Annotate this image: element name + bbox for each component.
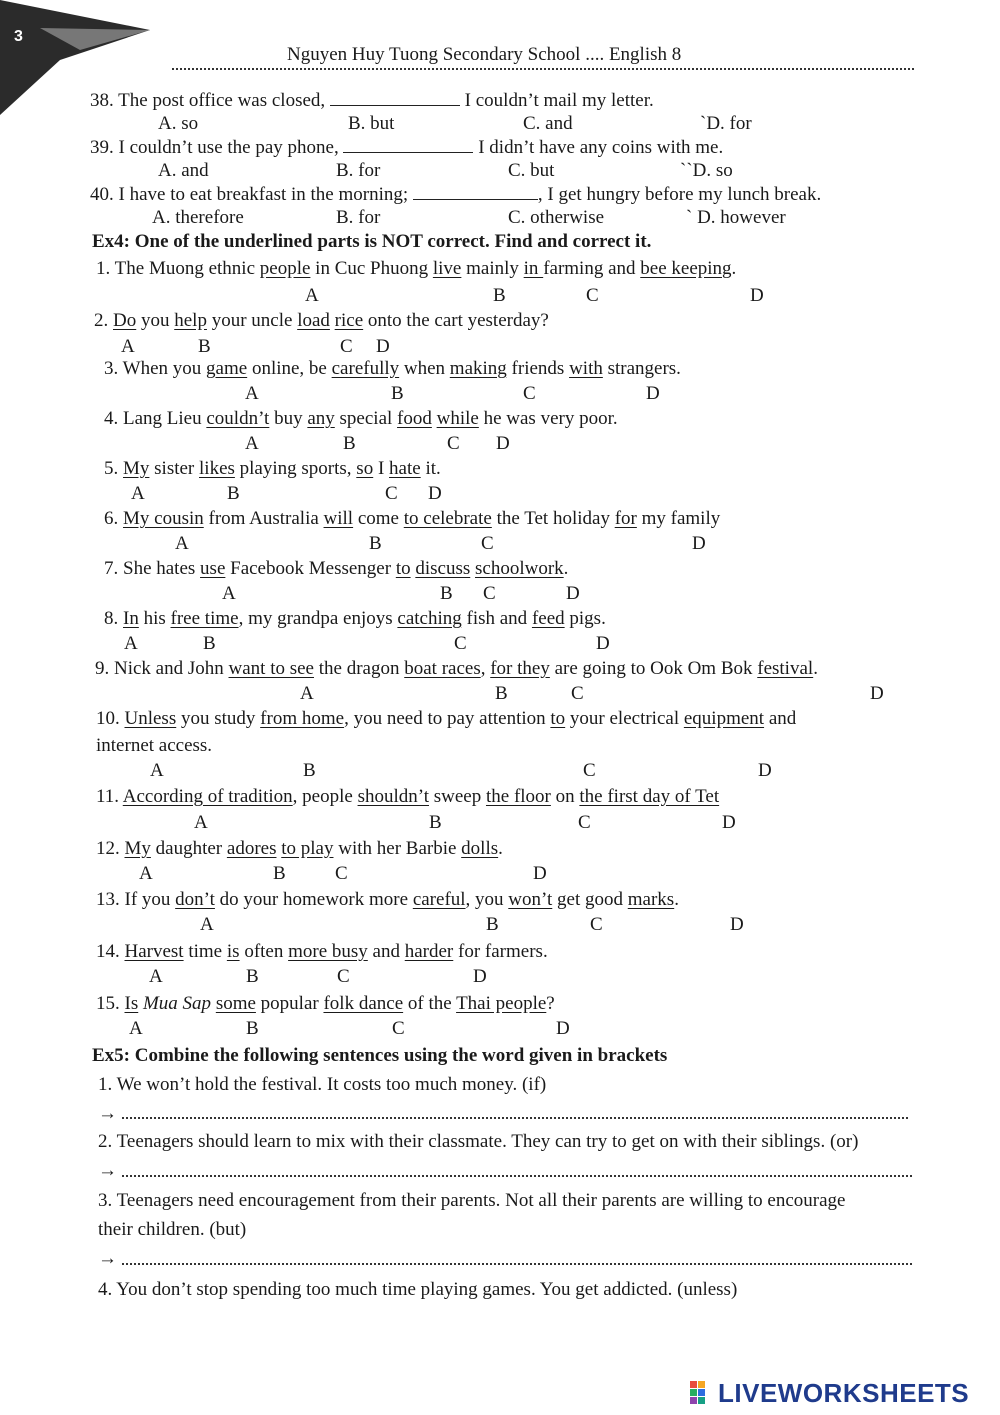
sentence-text: . — [731, 258, 737, 279]
option-letter-a: A — [124, 633, 138, 654]
sentence-text: . — [813, 658, 818, 679]
option-letter-b: B — [486, 914, 499, 935]
option-letter-c: C — [578, 812, 591, 833]
option-letter-c: C — [571, 683, 584, 704]
underlined-part[interactable]: to — [395, 558, 411, 579]
underlined-part[interactable]: schoolwork — [475, 558, 564, 579]
option-letter-c: C — [335, 863, 348, 884]
option: A. therefore — [152, 207, 244, 228]
option-letter-b: B — [369, 533, 382, 554]
sentence-text: and — [764, 708, 797, 729]
underlined-part[interactable]: with — [569, 358, 603, 379]
ex4-question-11 — [96, 786, 719, 808]
sentence-text: 6. — [104, 508, 123, 529]
sentence-text: . — [498, 838, 503, 859]
option-letter-c: C — [583, 760, 596, 781]
option-letter-a: A — [121, 336, 135, 357]
underlined-part[interactable]: to celebrate — [403, 508, 492, 529]
option-letter-d: D — [750, 285, 764, 306]
option: ` D. however — [686, 207, 786, 228]
option-letter-c: C — [392, 1018, 405, 1039]
underlined-part[interactable]: equipment — [683, 708, 765, 729]
underlined-part[interactable]: from home — [260, 708, 345, 729]
question-38: 38. The post office was closed, I couldn’t mail my letter. — [90, 90, 654, 111]
underlined-part[interactable]: adores — [226, 838, 277, 859]
sentence-text: 5. — [104, 458, 123, 479]
underlined-part[interactable]: while — [436, 408, 479, 429]
sentence-text: often — [239, 941, 289, 962]
sentence-text: fish and — [461, 608, 532, 629]
option-letter-c: C — [447, 433, 460, 454]
option-letter-c: C — [586, 285, 599, 306]
sentence-text: my family — [636, 508, 721, 529]
sentence-text: time — [183, 941, 227, 962]
option-letter-b: B — [246, 966, 259, 987]
sentence-text: 8. — [104, 608, 123, 629]
sentence-text: . — [674, 889, 679, 910]
sentence-text: 2. — [94, 310, 113, 331]
arrow-icon: → — [98, 1103, 117, 1124]
option: A. so — [158, 113, 199, 134]
option-letter-a: A — [131, 483, 145, 504]
sentence-text: friends — [506, 358, 570, 379]
sentence-text: the dragon — [314, 658, 405, 679]
sentence-text: strangers. — [602, 358, 681, 379]
sentence-text: his — [138, 608, 171, 629]
option-letter-b: B — [303, 760, 316, 781]
sentence-text: are going to Ook Om Bok — [549, 658, 758, 679]
option-letter-a: A — [129, 1018, 143, 1039]
option-letter-c: C — [483, 583, 496, 604]
underlined-part[interactable]: Thai people — [456, 993, 547, 1014]
ex4-question-10 — [96, 708, 796, 730]
underlined-part[interactable]: harder — [404, 941, 454, 962]
ex4-question-8 — [104, 608, 606, 630]
option-letter-d: D — [473, 966, 487, 987]
sentence-text: 13. If you — [96, 889, 176, 910]
option-letter-b: B — [391, 383, 404, 404]
underlined-part[interactable]: shouldn’t — [357, 786, 429, 807]
sentence-text: buy — [269, 408, 308, 429]
underlined-part[interactable]: live — [432, 258, 462, 279]
sentence-text: for farmers. — [453, 941, 548, 962]
option-letter-a: A — [139, 863, 153, 884]
underlined-part[interactable]: help — [174, 310, 207, 331]
option-letter-b: B — [203, 633, 216, 654]
sentence-text: from Australia — [203, 508, 324, 529]
sentence-text: of the — [403, 993, 457, 1014]
underlined-part[interactable]: will — [323, 508, 354, 529]
sentence-text: Mua Sap — [142, 993, 212, 1014]
option-letter-b: B — [273, 863, 286, 884]
answer-line-2[interactable] — [122, 1175, 912, 1177]
option-letter-b: B — [440, 583, 453, 604]
sentence-text: , — [480, 658, 491, 679]
option-letter-d: D — [566, 583, 580, 604]
underlined-part[interactable]: According of tradition — [122, 786, 293, 807]
option-letter-c: C — [523, 383, 536, 404]
option: C. but — [508, 160, 555, 181]
sentence-text: , you — [465, 889, 509, 910]
arrow-icon: → — [98, 1160, 117, 1181]
option-letter-a: A — [200, 914, 214, 935]
option: B. for — [336, 207, 381, 228]
underlined-part[interactable]: is — [226, 941, 240, 962]
option-letter-c: C — [385, 483, 398, 504]
underlined-part[interactable]: carefully — [331, 358, 400, 379]
sentence-text: your uncle — [206, 310, 298, 331]
option-letter-d: D — [556, 1018, 570, 1039]
ex4-question-6 — [104, 508, 720, 530]
header-divider — [172, 68, 914, 70]
sentence-text: online, be — [247, 358, 332, 379]
sentence-text: 15. — [96, 993, 125, 1014]
sentence-text: 4. Lang Lieu — [104, 408, 207, 429]
option-letter-d: D — [496, 433, 510, 454]
sentence-text: popular — [255, 993, 324, 1014]
option-letter-b: B — [343, 433, 356, 454]
sentence-text: mainly — [461, 258, 524, 279]
underlined-part[interactable]: Unless — [124, 708, 177, 729]
underlined-part[interactable]: hate — [389, 458, 421, 479]
sentence-text: sweep — [429, 786, 486, 807]
option-letter-b: B — [493, 285, 506, 306]
underlined-part[interactable]: Harvest — [124, 941, 184, 962]
sentence-text: pigs. — [564, 608, 606, 629]
underlined-part[interactable]: careful — [412, 889, 466, 910]
sentence-text: 9. Nick and John — [95, 658, 229, 679]
underlined-part[interactable]: any — [307, 408, 335, 429]
option-letter-a: A — [194, 812, 208, 833]
option: A. and — [158, 160, 209, 181]
underlined-part[interactable]: My — [124, 838, 151, 859]
option-letter-a: A — [245, 383, 259, 404]
underlined-part[interactable]: want to see — [228, 658, 314, 679]
sentence-text: playing sports, — [234, 458, 357, 479]
underlined-part[interactable]: My cousin — [123, 508, 204, 529]
sentence-text: come — [353, 508, 404, 529]
underlined-part[interactable]: more busy — [288, 941, 368, 962]
underlined-part[interactable]: festival — [757, 658, 814, 679]
underlined-part[interactable]: making — [449, 358, 507, 379]
underlined-part[interactable]: catching — [397, 608, 462, 629]
option-letter-a: A — [300, 683, 314, 704]
ex5-question-3-cont: their children. (but) — [98, 1219, 247, 1240]
option-letter-d: D — [722, 812, 736, 833]
ex4-question-12 — [96, 838, 503, 860]
option-letter-d: D — [646, 383, 660, 404]
answer-blank[interactable] — [330, 89, 460, 106]
underlined-part[interactable]: bee keeping — [640, 258, 732, 279]
option-letter-c: C — [454, 633, 467, 654]
underlined-part[interactable]: folk dance — [323, 993, 404, 1014]
ex5-question-3: 3. Teenagers need encouragement from their parents. Not all their parents are willing to encourage — [98, 1190, 846, 1211]
option-letter-d: D — [376, 336, 390, 357]
underlined-part[interactable]: don’t — [175, 889, 215, 910]
sentence-text: farming and — [543, 258, 641, 279]
option-letter-d: D — [533, 863, 547, 884]
sentence-text: do your homework more — [214, 889, 413, 910]
option: B. for — [336, 160, 381, 181]
underlined-part[interactable]: to play — [281, 838, 334, 859]
underlined-part[interactable]: some — [215, 993, 256, 1014]
underlined-part[interactable]: load — [297, 310, 330, 331]
option-letter-d: D — [870, 683, 884, 704]
ex4-question-13 — [96, 889, 679, 911]
ex4-question-5 — [104, 458, 441, 480]
underlined-part[interactable]: for — [614, 508, 637, 529]
ex4-question-4 — [104, 408, 618, 430]
option: B. but — [348, 113, 395, 134]
sentence-text: your electrical — [565, 708, 684, 729]
option-letter-c: C — [590, 914, 603, 935]
sentence-text: get good — [552, 889, 628, 910]
sentence-text: special — [334, 408, 398, 429]
option-letter-c: C — [337, 966, 350, 987]
option-letter-b: B — [227, 483, 240, 504]
liveworksheets-logo-icon — [690, 1381, 714, 1405]
option: C. otherwise — [508, 207, 605, 228]
option-letter-b: B — [495, 683, 508, 704]
underlined-part[interactable]: likes — [199, 458, 235, 479]
underlined-part[interactable]: for they — [490, 658, 550, 679]
underlined-part[interactable]: to — [550, 708, 566, 729]
ex4-question-15 — [96, 993, 555, 1015]
underlined-part[interactable]: free time — [170, 608, 239, 629]
answer-blank[interactable] — [343, 136, 473, 153]
option-letter-c: C — [340, 336, 353, 357]
sentence-text: the Tet holiday — [491, 508, 615, 529]
ex4-question-9 — [95, 658, 818, 680]
ex4-question-3 — [104, 358, 681, 380]
underlined-part[interactable]: couldn’t — [206, 408, 270, 429]
sentence-text: 3. When you — [104, 358, 207, 379]
option: C. and — [523, 113, 573, 134]
underlined-part[interactable]: In — [123, 608, 139, 629]
liveworksheets-logo: LIVEWORKSHEETS — [690, 1378, 969, 1409]
sentence-text: 12. — [96, 838, 125, 859]
option-letter-a: A — [245, 433, 259, 454]
sentence-text: , my grandpa enjoys — [238, 608, 398, 629]
sentence-text: I — [373, 458, 390, 479]
sentence-text: onto the cart yesterday? — [363, 310, 549, 331]
option-letter-d: D — [428, 483, 442, 504]
sentence-text: . — [563, 558, 569, 579]
underlined-part[interactable]: marks — [627, 889, 675, 910]
option: `D. for — [700, 113, 752, 134]
ex4-question-1 — [96, 258, 736, 280]
sentence-text: and — [367, 941, 405, 962]
underlined-part[interactable]: Do — [113, 310, 137, 331]
ex4-question-2 — [94, 310, 549, 332]
underlined-part[interactable]: food — [397, 408, 432, 429]
underlined-part[interactable]: in — [523, 258, 544, 279]
sentence-text: sister — [149, 458, 200, 479]
underlined-part[interactable]: boat races — [404, 658, 481, 679]
sentence-text: with her Barbie — [333, 838, 462, 859]
ex5-question-1: 1. We won’t hold the festival. It costs too much money. (if) — [98, 1074, 547, 1095]
sentence-text: 7. She hates — [104, 558, 201, 579]
question-40: 40. I have to eat breakfast in the morning; , I get hungry before my lunch break. — [90, 184, 822, 205]
question-39: 39. I couldn’t use the pay phone, I didn’t have any coins with me. — [90, 137, 724, 158]
sentence-text: you study — [176, 708, 261, 729]
ex4-heading: Ex4: One of the underlined parts is NOT correct. Find and correct it. — [92, 231, 652, 252]
option-letter-a: A — [150, 760, 164, 781]
arrow-icon: → — [98, 1248, 117, 1269]
option-letter-d: D — [758, 760, 772, 781]
ex5-question-4: 4. You don’t stop spending too much time playing games. You get addicted. (unless) — [98, 1279, 738, 1300]
underlined-part[interactable]: discuss — [415, 558, 471, 579]
option-letter-b: B — [429, 812, 442, 833]
sentence-text: 10. — [96, 708, 125, 729]
answer-line-3[interactable] — [122, 1263, 912, 1265]
sentence-text: ? — [546, 993, 555, 1014]
sentence-text: daughter — [150, 838, 227, 859]
ex5-question-2: 2. Teenagers should learn to mix with their classmate. They can try to get on with their siblings. (or) — [98, 1131, 859, 1152]
sentence-text: 14. — [96, 941, 125, 962]
ex4-question-7 — [104, 558, 568, 580]
option: ``D. so — [680, 160, 733, 181]
option-letter-b: B — [246, 1018, 259, 1039]
option-letter-d: D — [692, 533, 706, 554]
option-letter-c: C — [481, 533, 494, 554]
answer-line-1[interactable] — [122, 1117, 908, 1119]
option-letter-a: A — [149, 966, 163, 987]
sentence-text: Facebook Messenger — [225, 558, 396, 579]
underlined-part[interactable]: people — [259, 258, 311, 279]
underlined-part[interactable]: game — [206, 358, 248, 379]
underlined-part[interactable]: rice — [334, 310, 364, 331]
sentence-text: in Cuc Phuong — [310, 258, 433, 279]
underlined-part[interactable]: Is — [124, 993, 139, 1014]
underlined-part[interactable]: use — [200, 558, 226, 579]
option-letter-b: B — [198, 336, 211, 357]
page-header: Nguyen Huy Tuong Secondary School .... English 8 — [287, 44, 682, 65]
ex4-question-10-cont: internet access. — [96, 735, 213, 756]
sentence-text: , you need to pay attention — [344, 708, 551, 729]
option-letter-a: A — [175, 533, 189, 554]
underlined-part[interactable]: feed — [531, 608, 565, 629]
option-letter-d: D — [596, 633, 610, 654]
sentence-text: when — [399, 358, 450, 379]
sentence-text: on — [550, 786, 580, 807]
underlined-part[interactable]: dolls — [461, 838, 499, 859]
sentence-text: 1. The Muong ethnic — [96, 258, 260, 279]
sentence-text: he was very poor. — [478, 408, 618, 429]
option-letter-a: A — [222, 583, 236, 604]
option-letter-a: A — [305, 285, 319, 306]
underlined-part[interactable]: the first day of Tet — [579, 786, 720, 807]
sentence-text: you — [136, 310, 175, 331]
ex4-question-14 — [96, 941, 548, 963]
answer-blank[interactable] — [413, 183, 538, 200]
page-number: 3 — [14, 28, 23, 45]
option-letter-d: D — [730, 914, 744, 935]
sentence-text: 11. — [96, 786, 123, 807]
sentence-text: it. — [420, 458, 441, 479]
underlined-part[interactable]: the floor — [485, 786, 551, 807]
sentence-text: , people — [292, 786, 358, 807]
underlined-part[interactable]: won’t — [508, 889, 553, 910]
ex5-heading: Ex5: Combine the following sentences using the word given in brackets — [92, 1045, 668, 1066]
underlined-part[interactable]: so — [356, 458, 374, 479]
underlined-part[interactable]: My — [123, 458, 150, 479]
